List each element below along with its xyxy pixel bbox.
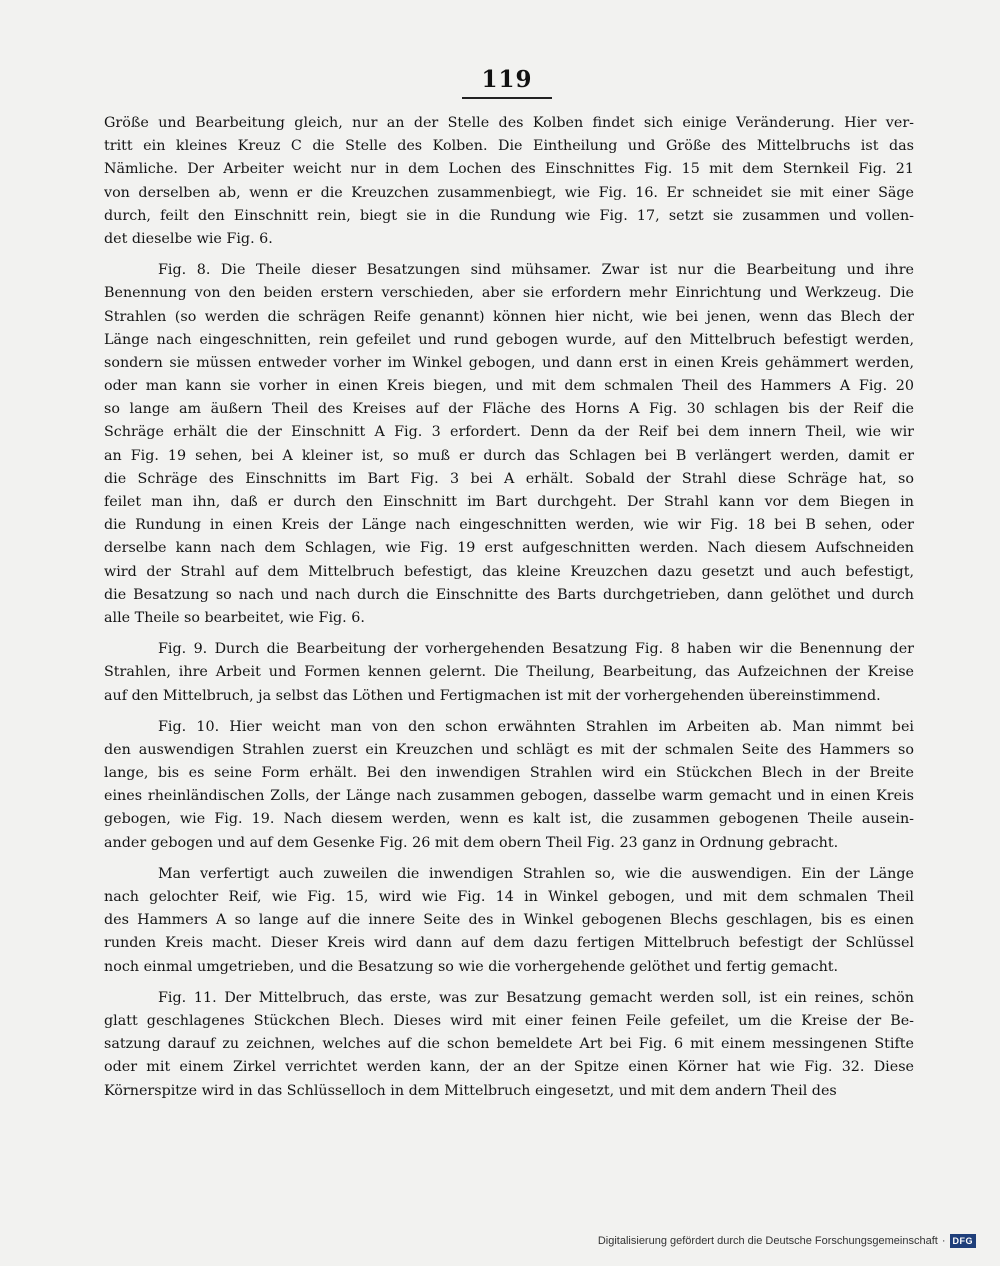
paragraph	[104, 716, 914, 855]
text-line: auf den Mittelbruch, ja selbst das Löthen und Fertigmachen ist mit der vorhergehenden übereinstimmend.	[104, 687, 881, 704]
paragraph-gap	[104, 855, 914, 863]
footer-separator: ·	[941, 1235, 946, 1247]
text-line: die Rundung in einen Kreis der Länge nach eingeschnitten werden, wie wir Fig. 18 bei B sehen, oder	[104, 517, 914, 534]
text-line: Benennung von den beiden erstern verschieden, aber sie erfordern mehr Einrichtung und Werkzeug. Die	[104, 285, 914, 302]
text-line: derselbe kann nach dem Schlagen, wie Fig. 19 erst aufgeschnitten werden. Nach diesem Aufschneiden	[104, 540, 914, 557]
text-line: Körnerspitze wird in das Schlüsselloch in dem Mittelbruch eingesetzt, und mit dem andern Theil des	[104, 1082, 837, 1099]
paragraph	[104, 112, 914, 251]
text-line: oder man kann sie vorher in einen Kreis biegen, und mit dem schmalen Theil des Hammers A Fig. 20	[104, 378, 914, 395]
text-line: Fig. 11. Der Mittelbruch, das erste, was zur Besatzung gemacht werden soll, ist ein reines, schön	[158, 989, 914, 1006]
text-line: den auswendigen Strahlen zuerst ein Kreuzchen und schlägt es mit der schmalen Seite des Hammers so	[104, 741, 914, 758]
text-line: nach gelochter Reif, wie Fig. 15, wird wie Fig. 14 in Winkel gebogen, und mit dem schmalen Theil	[104, 889, 914, 905]
text-line: durch, feilt den Einschnitt rein, biegt sie in die Rundung wie Fig. 17, setzt sie zusammen und vollen-	[104, 207, 914, 224]
footer	[598, 1234, 976, 1248]
text-line: Strahlen (so werden die schrägen Reife genannt) können hier nicht, wie bei jenen, wenn das Blech der	[104, 308, 914, 325]
text-line: ander gebogen und auf dem Gesenke Fig. 26 mit dem obern Theil Fig. 23 ganz in Ordnung gebracht.	[104, 834, 839, 851]
page-number: 119	[481, 66, 533, 93]
text-line: glatt geschlagenes Stückchen Blech. Dieses wird mit einer feinen Feile gefeilet, um die Kreise der Be-	[104, 1012, 914, 1029]
paragraph	[104, 638, 914, 708]
text-line: det dieselbe wie Fig. 6.	[104, 230, 273, 247]
text-line: lange, bis es seine Form erhält. Bei den inwendigen Strahlen wird ein Stückchen Blech in der Breite	[104, 765, 914, 782]
text-line: des Hammers A so lange auf die innere Seite des in Winkel gebogenen Blechs geschlagen, bis es einen	[104, 912, 914, 929]
text-line: satzung darauf zu zeichnen, welches auf die schon bemeldete Art bei Fig. 6 mit einem messingenen Stifte	[104, 1036, 914, 1053]
text-line: Fig. 9. Durch die Bearbeitung der vorhergehenden Besatzung Fig. 8 haben wir die Benennung der	[158, 641, 914, 658]
text-body	[104, 112, 914, 1103]
text-line: von derselben ab, wenn er die Kreuzchen zusammenbiegt, wie Fig. 16. Er schneidet sie mit einer Säge	[104, 184, 914, 201]
text-line: eines rheinländischen Zolls, der Länge nach zusammen gebogen, dasselbe warm gemacht und in einen Kreis	[104, 788, 914, 805]
text-line: wird der Strahl auf dem Mittelbruch befestigt, das kleine Kreuzchen dazu gesetzt und auch befestigt,	[104, 563, 914, 580]
paragraph	[104, 259, 914, 630]
page-number-rule	[462, 97, 552, 99]
paragraph	[104, 987, 914, 1103]
text-line: Man verfertigt auch zuweilen die inwendigen Strahlen so, wie die auswendigen. Ein der Länge	[158, 865, 914, 882]
paragraph	[104, 863, 914, 979]
text-line: feilet man ihn, daß er durch den Einschnitt im Bart durchgeht. Der Strahl kann vor dem Biegen in	[104, 494, 914, 510]
text-line: Länge nach eingeschnitten, rein gefeilet und rund gebogen wurde, auf den Mittelbruch befestigt werden,	[104, 331, 914, 348]
text-line: runden Kreis macht. Dieser Kreis wird dann auf dem dazu fertigen Mittelbruch befestigt der Schlüssel	[104, 935, 914, 952]
paragraph-gap	[104, 630, 914, 638]
text-line: sondern sie müssen entweder vorher im Winkel gebogen, und dann erst in einen Kreis gehämmert werden,	[104, 354, 914, 371]
text-line: tritt ein kleines Kreuz C die Stelle des Kolben. Die Eintheilung und Größe des Mittelbruchs ist das	[104, 138, 914, 155]
text-line: Strahlen, ihre Arbeit und Formen kennen gelernt. Die Theilung, Bearbeitung, das Aufzeichnen der Kreise	[104, 664, 914, 681]
footer-credit: Digitalisierung gefördert durch die Deutsche Forschungsgemeinschaft	[597, 1235, 938, 1247]
text-line: an Fig. 19 sehen, bei A kleiner ist, so muß er durch das Schlagen bei B verlängert werden, damit er	[104, 447, 914, 464]
text-line: Fig. 8. Die Theile dieser Besatzungen sind mühsamer. Zwar ist nur die Bearbeitung und ihre	[158, 262, 914, 279]
text-line: Größe und Bearbeitung gleich, nur an der Stelle des Kolben findet sich einige Veränderung. Hier ver-	[104, 115, 914, 131]
text-line: so lange am äußern Theil des Kreises auf der Fläche des Horns A Fig. 30 schlagen bis der Reif die	[104, 401, 914, 418]
paragraph-gap	[104, 979, 914, 987]
text-line: gebogen, wie Fig. 19. Nach diesem werden, wenn es kalt ist, die zusammen gebogenen Theile ausein-	[104, 811, 914, 828]
text-line: noch einmal umgetrieben, und die Besatzung so wie die vorhergehende gelöthet und fertig gemacht.	[104, 958, 839, 975]
paragraph-gap	[104, 708, 914, 716]
paragraph-gap	[104, 251, 914, 259]
text-line: die Schräge des Einschnitts im Bart Fig. 3 bei A erhält. Sobald der Strahl diese Schräge hat, so	[104, 470, 914, 487]
text-line: oder mit einem Zirkel verrichtet werden kann, der an der Spitze einen Körner hat wie Fig. 32. Diese	[104, 1059, 914, 1076]
text-line: Nämliche. Der Arbeiter weicht nur in dem Lochen des Einschnittes Fig. 15 mit dem Sternkeil Fig. 21	[104, 161, 914, 178]
text-line: Schräge erhält die der Einschnitt A Fig. 3 erfordert. Denn da der Reif bei dem innern Theil, wie wir	[104, 424, 914, 441]
dfg-logo: DFG	[950, 1234, 977, 1248]
text-line: Fig. 10. Hier weicht man von den schon erwähnten Strahlen im Arbeiten ab. Man nimmt bei	[158, 718, 914, 735]
text-line: die Besatzung so nach und nach durch die Einschnitte des Barts durchgetrieben, dann gelöthet und durch	[104, 586, 914, 603]
text-line: alle Theile so bearbeitet, wie Fig. 6.	[104, 609, 365, 626]
